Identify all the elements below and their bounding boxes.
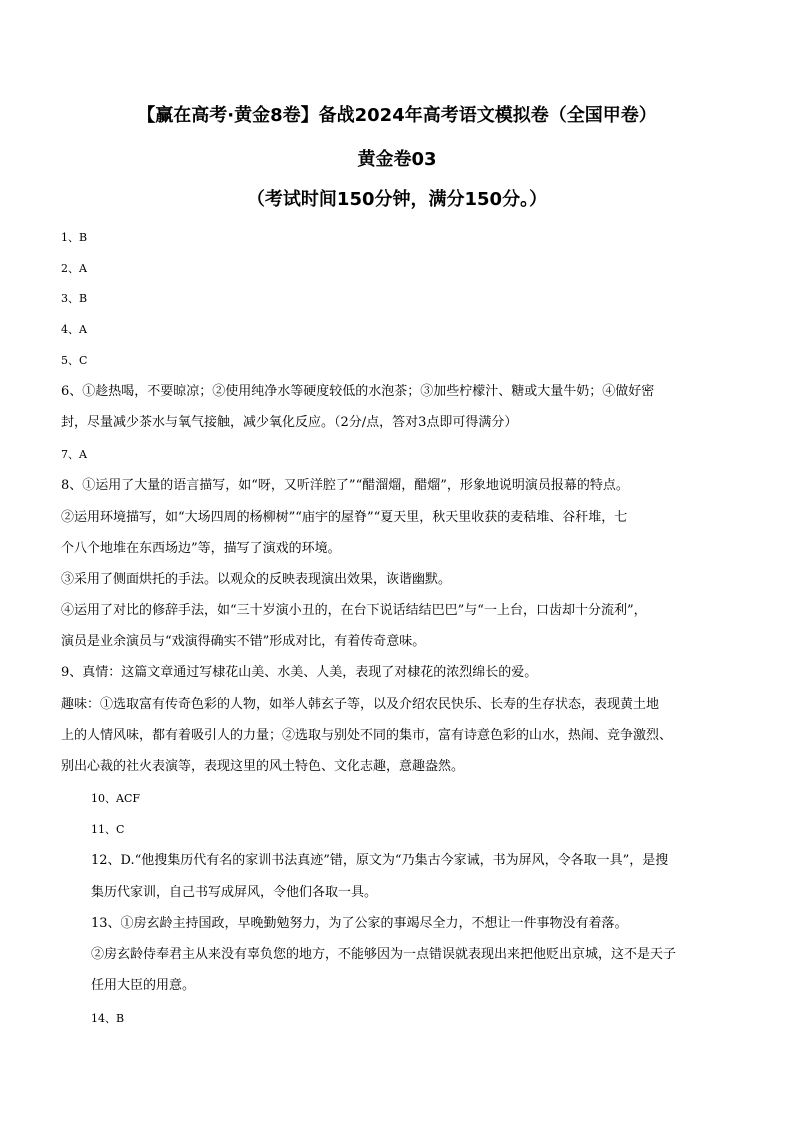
answer-8-line-4: ③采用了侧面烘托的手法。以观众的反映表现演出效果，诙谐幽默。 [61,572,452,587]
answer-13-line-1: 13、①房玄龄主持国政，早晚勤勉努力，为了公家的事竭尽全力，不想让一件事物没有着落。 [91,916,628,931]
answer-4: 4、A [61,323,87,336]
answer-9-line-1: 9、真情：这篇文章通过写棣花山美、水美、人美，表现了对棣花的浓烈绵长的爱。 [61,665,538,680]
exam-info: （考试时间150分钟，满分150分。） [246,189,548,210]
answer-1: 1、B [61,231,88,244]
answer-14: 14、B [91,1012,125,1025]
answer-8-line-5: ④运用了对比的修辞手法，如“三十岁演小丑的，在台下说话结结巴巴”与“一上台，口齿却十分流利”， [61,603,647,618]
answer-6-line-1: 6、①趁热喝，不要晾凉；②使用纯净水等硬度较低的水泡茶；③加些柠檬汁、糖或大量牛奶；④做好密 [61,384,655,399]
answer-12-line-1: 12、D.“他搜集历代有名的家训书法真迹”错，原文为“乃集古今家诫，书为屏风，令各取一具”，是搜 [91,853,669,868]
document-title: 【赢在高考·黄金8卷】备战2024年高考语文模拟卷（全国甲卷） [137,105,657,126]
answer-8-line-3: 个八个地堆在东西场边”等，描写了演戏的环境。 [61,541,341,556]
answer-12-line-2: 集历代家训，自己书写成屏风，令他们各取一具。 [91,885,378,900]
answer-7: 7、A [61,448,87,461]
answer-8-line-2: ②运用环境描写，如“大场四周的杨柳树”“庙宇的屋脊”“夏天里，秋天里收获的麦秸堆、谷秆堆，七 [61,510,628,525]
answer-9-line-2: 趣味：①选取富有传奇色彩的人物，如举人韩玄子等，以及介绍农民快乐、长寿的生存状态，表现黄土地 [61,697,660,712]
answer-13-line-2: ②房玄龄侍奉君主从来没有辜负您的地方，不能够因为一点错误就表现出来把他贬出京城，这不是天子 [91,947,677,962]
answer-13-line-3: 任用大臣的用意。 [91,978,196,993]
answer-9-line-3: 上的人情风味，都有着吸引人的力量；②选取与别处不同的集市，富有诗意色彩的山水，热闹、竞争激烈、 [61,728,673,743]
answer-8-line-1: 8、①运用了大量的语言描写，如“呀，又听洋腔了”“醋溜熘，醋熘”，形象地说明演员报幕的特点。 [61,478,629,493]
answer-3: 3、B [61,292,88,305]
answer-8-line-6: 演员是业余演员与“戏演得确实不错”形成对比，有着传奇意味。 [61,634,426,649]
answer-6-line-2: 封，尽量减少茶水与氧气接触，减少氧化反应。（2分/点，答对3点即可得满分） [61,415,518,430]
answer-5: 5、C [61,354,88,367]
document-subtitle: 黄金卷03 [357,149,437,170]
answer-10: 10、ACF [91,792,140,805]
answer-2: 2、A [61,262,87,275]
answer-11: 11、C [91,823,125,836]
answer-9-line-4: 别出心裁的社火表演等，表现这里的风土特色、文化志趣，意趣盎然。 [61,759,465,774]
